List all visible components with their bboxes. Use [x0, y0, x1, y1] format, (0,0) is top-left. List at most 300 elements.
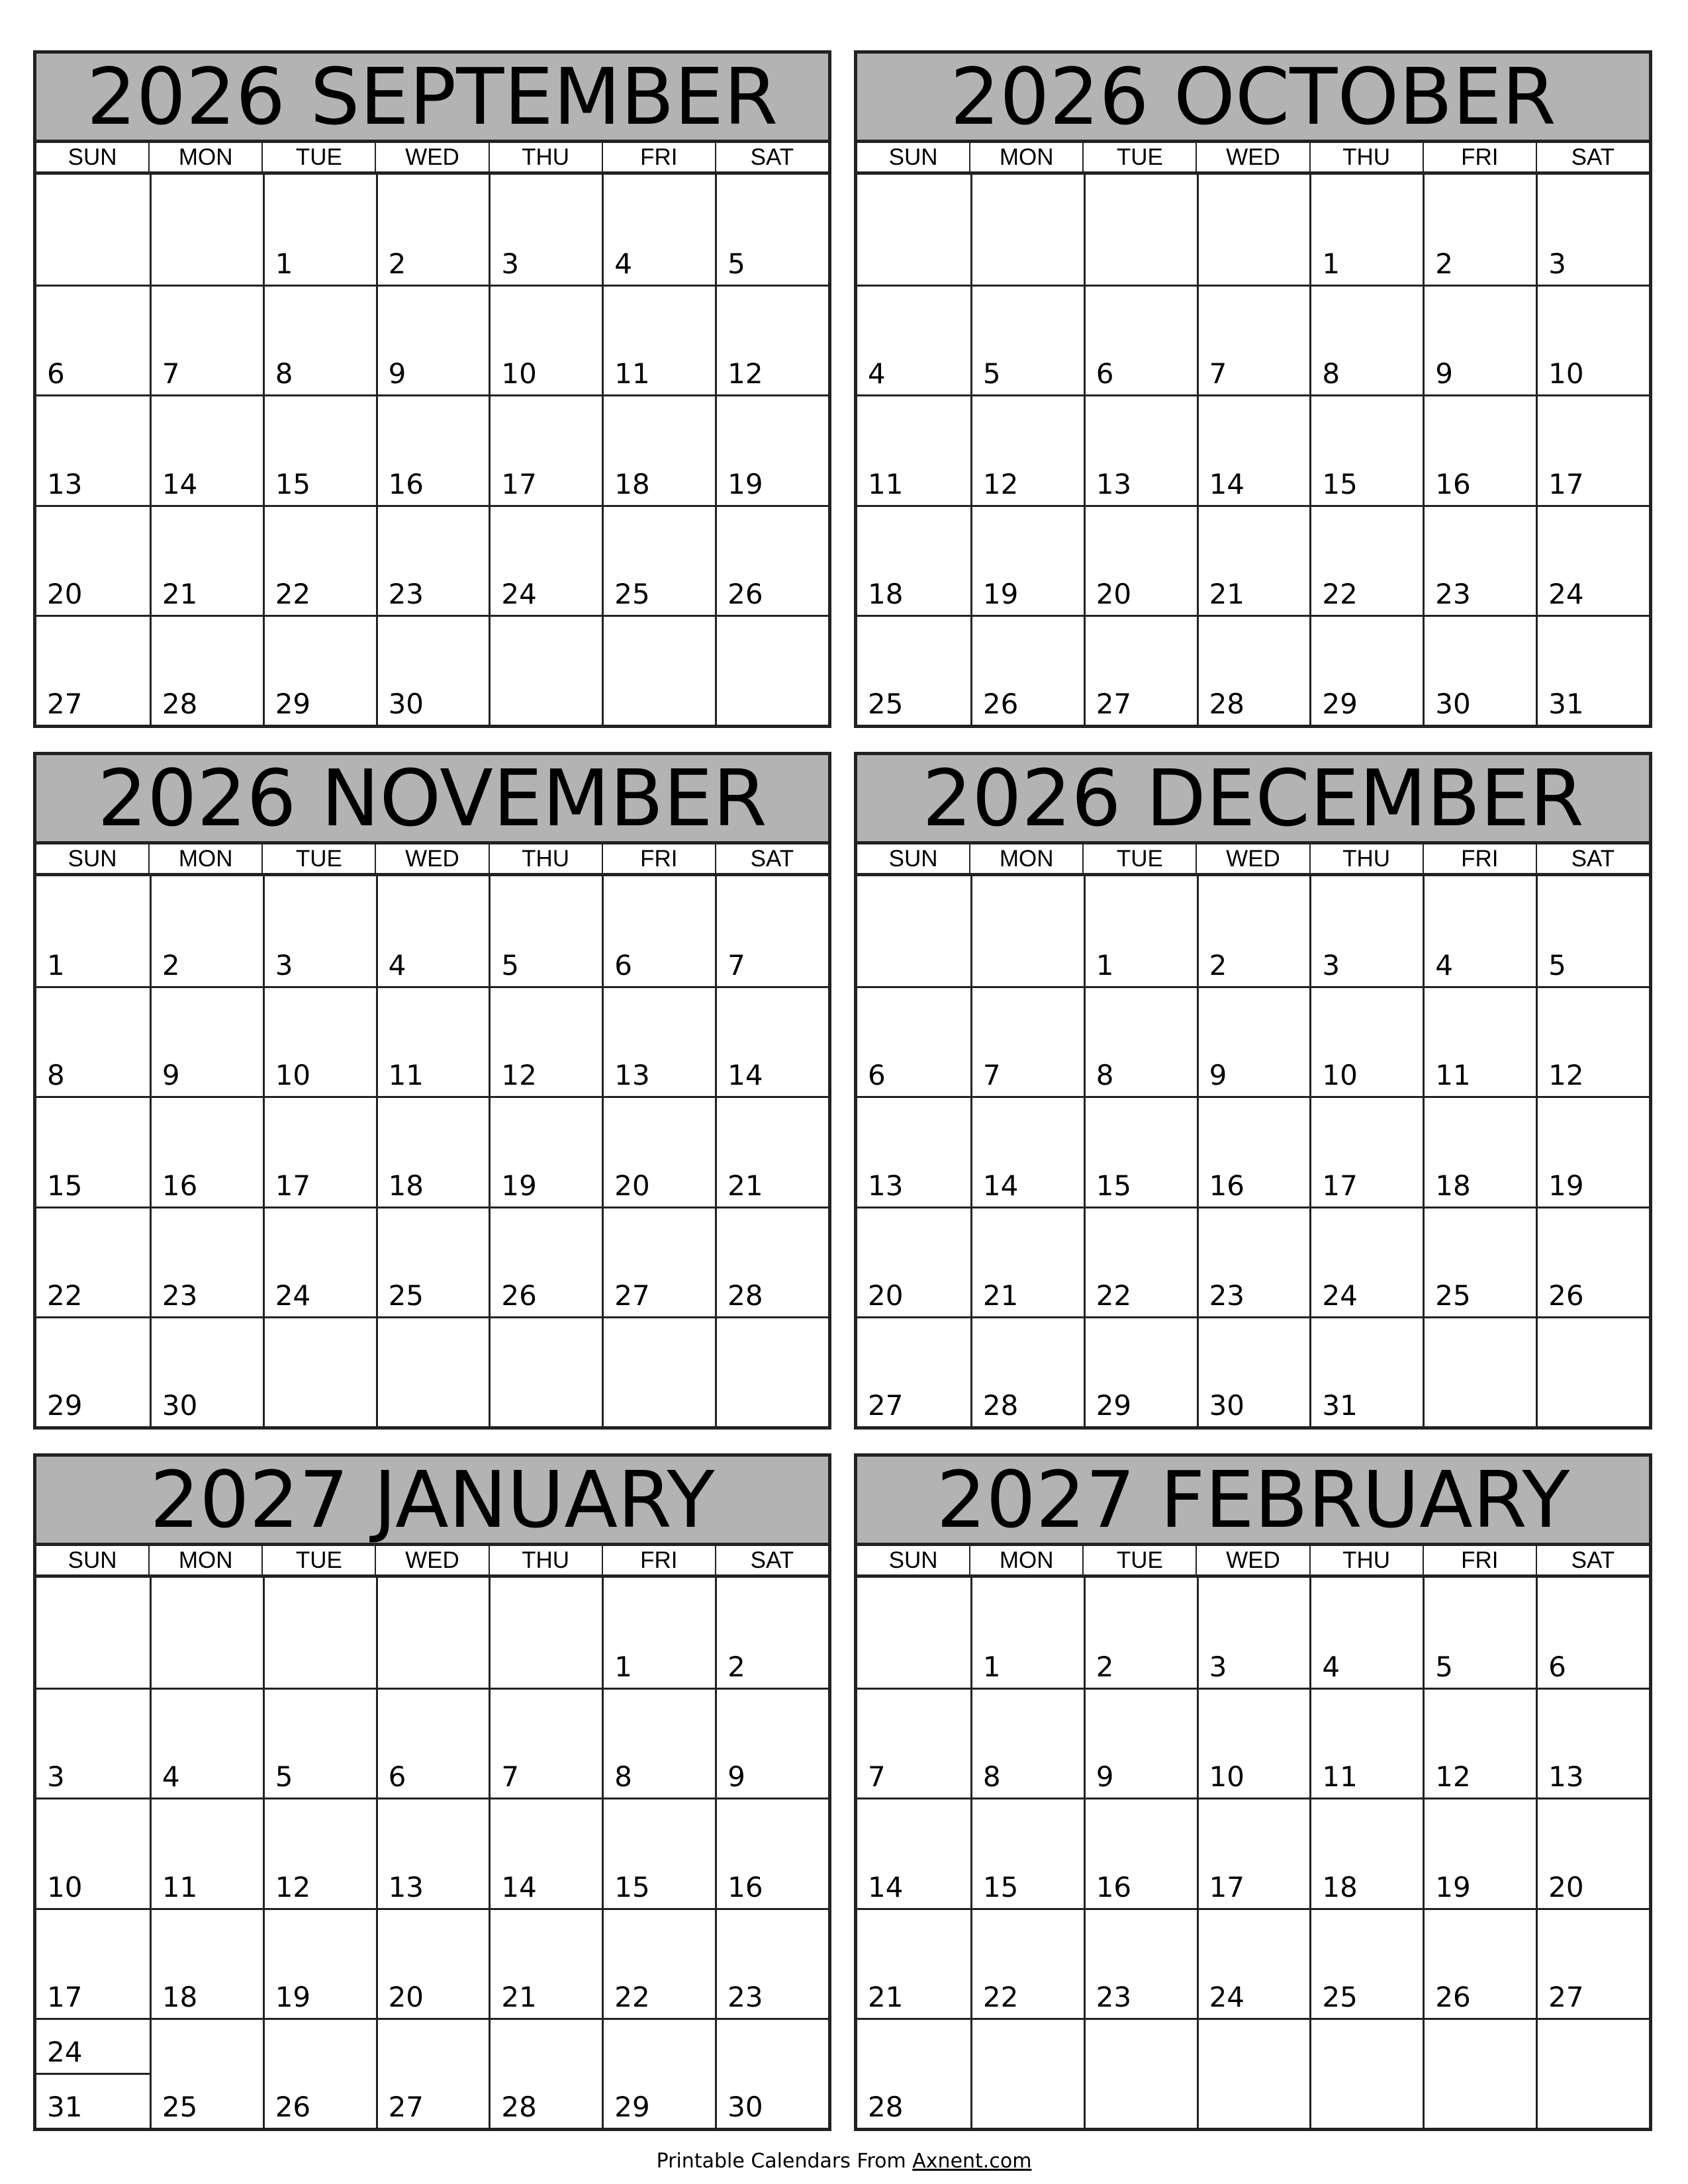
day-number: 15	[1096, 1169, 1132, 1202]
day-number: 21	[162, 577, 198, 610]
day-cell	[36, 1096, 150, 1206]
month-title: 2027 JANUARY	[36, 1457, 828, 1546]
weekday-label: SUN	[68, 845, 117, 872]
day-cell	[263, 2018, 376, 2128]
day-cell	[263, 394, 376, 504]
day-cell	[489, 1578, 602, 1688]
day-number: 19	[727, 467, 763, 500]
day-cell	[489, 1688, 602, 1797]
day-cell	[1536, 2018, 1649, 2128]
footer-text: Printable Calendars From	[656, 2150, 913, 2173]
day-cell	[489, 1096, 602, 1206]
day-number: 18	[868, 577, 904, 610]
day-cell	[857, 1688, 970, 1797]
day-number: 24	[1322, 1279, 1358, 1312]
day-cell	[1084, 175, 1197, 285]
day-number: 15	[614, 1870, 650, 1903]
day-number: 20	[47, 577, 83, 610]
day-number: 10	[501, 357, 537, 390]
day-number: 25	[868, 687, 904, 720]
day-cell	[1197, 876, 1310, 986]
day-number: 15	[47, 1169, 83, 1202]
day-number: 27	[1548, 1980, 1584, 2013]
day-cell	[857, 1578, 970, 1688]
day-cell	[602, 1206, 715, 1316]
day-number: 18	[162, 1980, 198, 2013]
weekday-label: TUE	[261, 143, 375, 171]
day-number: 2	[162, 949, 180, 982]
day-number: 6	[388, 1760, 406, 1794]
day-number: 22	[982, 1980, 1019, 2013]
day-cell	[36, 1316, 150, 1426]
weekday-label: SUN	[888, 845, 938, 872]
day-number: 24	[501, 577, 537, 610]
day-number: 30	[727, 2090, 763, 2123]
day-number: 9	[727, 1760, 745, 1794]
day-cell	[970, 505, 1084, 615]
weekday-label: SAT	[715, 1546, 828, 1574]
day-cell	[1423, 394, 1536, 504]
day-cell	[1423, 1206, 1536, 1316]
day-cell	[263, 986, 376, 1096]
day-number: 18	[614, 467, 650, 500]
day-cell	[1309, 1206, 1423, 1316]
day-number: 27	[47, 687, 83, 720]
day-cell	[970, 1206, 1084, 1316]
day-grid	[857, 1578, 1649, 2128]
day-grid	[857, 175, 1649, 725]
day-cell	[1536, 394, 1649, 504]
day-cell	[376, 175, 489, 285]
day-number: 23	[1209, 1279, 1245, 1312]
weekday-label: MON	[969, 143, 1082, 171]
day-number: 5	[1435, 1651, 1454, 1684]
weekday-label: FRI	[602, 143, 715, 171]
day-cell	[1536, 175, 1649, 285]
weekday-label: MON	[969, 844, 1082, 873]
day-cell	[489, 285, 602, 394]
day-cell	[376, 285, 489, 394]
day-number: 14	[1209, 467, 1245, 500]
day-number: 4	[388, 949, 406, 982]
day-cell	[1423, 1908, 1536, 2018]
day-cell	[1084, 505, 1197, 615]
day-cell	[602, 1688, 715, 1797]
day-number: 13	[1096, 467, 1132, 500]
day-number: 23	[1096, 1980, 1132, 2013]
day-number: 5	[727, 248, 745, 281]
day-cell	[1197, 615, 1310, 725]
day-cell	[1197, 1578, 1310, 1688]
day-number: 3	[47, 1760, 65, 1794]
day-number: 14	[162, 467, 198, 500]
day-number: 7	[162, 357, 180, 390]
day-number: 18	[1435, 1169, 1471, 1202]
day-number: 23	[162, 1279, 198, 1312]
day-number: 31	[47, 2090, 83, 2123]
day-number: 28	[162, 687, 198, 720]
day-grid	[36, 876, 828, 1426]
day-number: 5	[982, 357, 1001, 390]
day-cell	[150, 1688, 263, 1797]
day-number: 7	[727, 949, 745, 982]
day-number: 24	[1548, 577, 1584, 610]
day-number: 17	[275, 1169, 311, 1202]
day-number: 18	[1322, 1870, 1358, 1903]
day-cell	[376, 1688, 489, 1797]
month-title: 2026 OCTOBER	[857, 54, 1649, 143]
day-cell	[715, 1688, 828, 1797]
day-cell	[1197, 394, 1310, 504]
day-cell	[36, 876, 150, 986]
day-grid	[36, 1578, 828, 2128]
day-cell	[602, 285, 715, 394]
month-calendar	[854, 1453, 1652, 2131]
day-number: 30	[1435, 687, 1471, 720]
weekday-label: FRI	[602, 844, 715, 873]
day-number: 27	[614, 1279, 650, 1312]
day-number: 12	[727, 357, 763, 390]
day-number: 24	[1209, 1980, 1245, 2013]
day-cell	[970, 394, 1084, 504]
day-cell	[970, 285, 1084, 394]
day-cell	[489, 394, 602, 504]
day-cell	[36, 1206, 150, 1316]
weekday-label: SAT	[1536, 1546, 1649, 1574]
weekday-label: WED	[375, 143, 488, 171]
day-cell	[1423, 505, 1536, 615]
day-number: 6	[1096, 357, 1114, 390]
day-grid	[36, 175, 828, 725]
day-cell	[36, 2018, 150, 2128]
day-number: 5	[1548, 949, 1566, 982]
day-number: 4	[1322, 1651, 1340, 1684]
day-number: 28	[868, 2090, 904, 2123]
day-number: 11	[868, 467, 904, 500]
weekday-header-row	[857, 844, 1649, 876]
day-cell	[857, 1206, 970, 1316]
day-cell	[1084, 1688, 1197, 1797]
day-cell	[489, 986, 602, 1096]
day-cell	[263, 1316, 376, 1426]
day-number: 27	[388, 2090, 424, 2123]
day-number: 16	[388, 467, 424, 500]
day-cell	[1084, 1096, 1197, 1206]
day-cell	[1309, 1316, 1423, 1426]
weekday-label: FRI	[1423, 844, 1536, 873]
day-cell	[1309, 2018, 1423, 2128]
day-number: 23	[727, 1980, 763, 2013]
day-cell	[970, 1797, 1084, 1907]
day-cell	[1309, 876, 1423, 986]
day-number: 23	[1435, 577, 1471, 610]
day-cell	[857, 1316, 970, 1426]
day-cell	[150, 285, 263, 394]
day-cell	[489, 505, 602, 615]
weekday-label: THU	[489, 1546, 602, 1574]
day-number: 8	[982, 1760, 1001, 1794]
day-number: 19	[982, 577, 1019, 610]
day-number: 2	[1209, 949, 1227, 982]
day-cell	[1084, 1316, 1197, 1426]
day-number: 17	[1322, 1169, 1358, 1202]
weekday-label: WED	[1196, 143, 1309, 171]
day-number: 22	[1096, 1279, 1132, 1312]
month-calendar	[33, 50, 831, 728]
day-cell	[715, 876, 828, 986]
day-number: 24	[275, 1279, 311, 1312]
weekday-header-row	[36, 143, 828, 175]
day-cell	[376, 876, 489, 986]
day-cell	[36, 175, 150, 285]
day-cell	[715, 1316, 828, 1426]
day-number: 1	[614, 1651, 633, 1684]
day-number: 11	[162, 1870, 198, 1903]
weekday-header-row	[36, 844, 828, 876]
month-calendar	[33, 1453, 831, 2131]
day-cell	[263, 876, 376, 986]
day-number: 6	[868, 1059, 886, 1092]
split-divider	[36, 2073, 150, 2075]
day-number: 10	[1548, 357, 1584, 390]
day-number: 14	[982, 1169, 1019, 1202]
day-cell	[602, 1797, 715, 1907]
day-cell	[1423, 2018, 1536, 2128]
day-number: 2	[388, 248, 406, 281]
day-number: 23	[388, 577, 424, 610]
day-cell	[857, 175, 970, 285]
day-cell	[376, 1096, 489, 1206]
day-number: 29	[275, 687, 311, 720]
day-number: 25	[614, 577, 650, 610]
day-cell	[715, 1206, 828, 1316]
day-cell	[376, 1316, 489, 1426]
day-cell	[602, 1096, 715, 1206]
day-number: 26	[1548, 1279, 1584, 1312]
day-number: 22	[47, 1279, 83, 1312]
day-cell	[489, 1797, 602, 1907]
day-cell	[489, 615, 602, 725]
day-cell	[150, 986, 263, 1096]
day-cell	[1084, 394, 1197, 504]
day-number: 17	[47, 1980, 83, 2013]
day-number: 2	[1096, 1651, 1114, 1684]
day-number: 9	[162, 1059, 180, 1092]
day-cell	[1536, 1316, 1649, 1426]
day-number: 9	[1435, 357, 1454, 390]
day-cell	[1084, 986, 1197, 1096]
day-cell	[602, 394, 715, 504]
weekday-label: SUN	[888, 1547, 938, 1573]
day-number: 19	[501, 1169, 537, 1202]
day-number: 5	[275, 1760, 293, 1794]
day-number: 26	[501, 1279, 537, 1312]
weekday-label: MON	[148, 844, 261, 873]
day-number: 7	[982, 1059, 1001, 1092]
day-number: 14	[501, 1870, 537, 1903]
weekday-label: TUE	[1082, 143, 1196, 171]
footer-link[interactable]: Axnent.com	[912, 2150, 1032, 2173]
day-cell	[1084, 876, 1197, 986]
day-cell	[376, 1206, 489, 1316]
day-cell	[150, 876, 263, 986]
day-cell	[36, 986, 150, 1096]
weekday-label: SUN	[68, 1547, 117, 1573]
day-number: 8	[1096, 1059, 1114, 1092]
weekday-label: SUN	[888, 144, 938, 170]
day-cell	[715, 1797, 828, 1907]
day-cell	[36, 1908, 150, 2018]
weekday-label: TUE	[261, 844, 375, 873]
day-number: 21	[982, 1279, 1019, 1312]
day-number: 10	[275, 1059, 311, 1092]
day-number: 16	[1096, 1870, 1132, 1903]
weekday-label: SAT	[715, 844, 828, 873]
day-cell	[1197, 1908, 1310, 2018]
day-cell	[1536, 615, 1649, 725]
day-cell	[857, 1096, 970, 1206]
day-number: 15	[982, 1870, 1019, 1903]
weekday-label: FRI	[602, 1546, 715, 1574]
month-calendar	[33, 752, 831, 1430]
day-cell	[1423, 986, 1536, 1096]
day-number: 31	[1322, 1388, 1358, 1422]
day-number: 16	[162, 1169, 198, 1202]
day-cell	[1197, 285, 1310, 394]
day-cell	[150, 394, 263, 504]
day-cell	[263, 1096, 376, 1206]
day-number: 26	[982, 687, 1019, 720]
day-number: 3	[1548, 248, 1566, 281]
day-number: 6	[1548, 1651, 1566, 1684]
day-number: 21	[501, 1980, 537, 2013]
day-number: 31	[1548, 687, 1584, 720]
day-number: 19	[1435, 1870, 1471, 1903]
day-cell	[715, 285, 828, 394]
day-cell	[1197, 175, 1310, 285]
day-number: 16	[727, 1870, 763, 1903]
day-number: 21	[1209, 577, 1245, 610]
day-cell	[970, 986, 1084, 1096]
day-number: 13	[1548, 1760, 1584, 1794]
day-cell	[1309, 1096, 1423, 1206]
day-cell	[1423, 1797, 1536, 1907]
day-number: 15	[1322, 467, 1358, 500]
day-cell	[602, 876, 715, 986]
day-cell	[36, 1578, 150, 1688]
day-cell	[489, 1316, 602, 1426]
day-number: 14	[727, 1059, 763, 1092]
day-number: 26	[727, 577, 763, 610]
day-cell	[1309, 175, 1423, 285]
day-number: 20	[868, 1279, 904, 1312]
day-cell	[1084, 615, 1197, 725]
day-cell	[1423, 1578, 1536, 1688]
day-cell	[970, 1316, 1084, 1426]
day-cell	[36, 615, 150, 725]
day-cell	[36, 394, 150, 504]
day-cell	[1084, 2018, 1197, 2128]
day-number: 10	[1209, 1760, 1245, 1794]
day-number: 22	[1322, 577, 1358, 610]
day-number: 10	[1322, 1059, 1358, 1092]
day-number: 29	[1322, 687, 1358, 720]
day-cell	[1423, 876, 1536, 986]
day-number: 11	[614, 357, 650, 390]
day-cell	[1536, 1908, 1649, 2018]
day-number: 9	[388, 357, 406, 390]
day-number: 13	[47, 467, 83, 500]
day-cell	[715, 394, 828, 504]
day-number: 4	[868, 357, 886, 390]
day-cell	[715, 615, 828, 725]
day-number: 29	[47, 1388, 83, 1422]
day-cell	[1536, 1096, 1649, 1206]
day-cell	[150, 1908, 263, 2018]
day-cell	[489, 1908, 602, 2018]
footer-credit	[0, 2150, 1688, 2173]
day-number: 7	[868, 1760, 886, 1794]
day-cell	[857, 1797, 970, 1907]
day-cell	[1197, 1688, 1310, 1797]
day-number: 3	[275, 949, 293, 982]
day-cell	[1423, 285, 1536, 394]
weekday-label: TUE	[1082, 1546, 1196, 1574]
day-cell	[1084, 1578, 1197, 1688]
day-cell	[715, 1908, 828, 2018]
day-cell	[376, 1797, 489, 1907]
day-number: 12	[982, 467, 1019, 500]
day-number: 9	[1209, 1059, 1227, 1092]
weekday-label: FRI	[1423, 143, 1536, 171]
day-number: 12	[501, 1059, 537, 1092]
day-cell	[376, 2018, 489, 2128]
month-title: 2026 NOVEMBER	[36, 755, 828, 844]
month-title: 2027 FEBRUARY	[857, 1457, 1649, 1546]
day-number: 20	[1096, 577, 1132, 610]
day-cell	[970, 1096, 1084, 1206]
day-number: 22	[275, 577, 311, 610]
day-cell	[1197, 1096, 1310, 1206]
day-cell	[602, 1578, 715, 1688]
day-number: 28	[982, 1388, 1019, 1422]
day-number: 26	[1435, 1980, 1471, 2013]
month-calendar	[854, 50, 1652, 728]
day-number: 10	[47, 1870, 83, 1903]
day-number: 4	[1435, 949, 1454, 982]
day-number: 28	[1209, 687, 1245, 720]
day-number: 11	[1435, 1059, 1471, 1092]
day-cell	[150, 1096, 263, 1206]
day-cell	[602, 615, 715, 725]
weekday-label: MON	[148, 1546, 261, 1574]
day-cell	[1197, 1316, 1310, 1426]
day-cell	[263, 1578, 376, 1688]
day-cell	[715, 1578, 828, 1688]
day-cell	[150, 1206, 263, 1316]
day-cell	[36, 285, 150, 394]
day-number: 16	[1435, 467, 1471, 500]
weekday-label: SUN	[68, 144, 117, 170]
day-number: 19	[275, 1980, 311, 2013]
day-cell	[1536, 505, 1649, 615]
day-number: 1	[982, 1651, 1001, 1684]
day-cell	[970, 1688, 1084, 1797]
day-number: 8	[275, 357, 293, 390]
weekday-label: MON	[969, 1546, 1082, 1574]
day-cell	[1197, 1797, 1310, 1907]
day-number: 29	[1096, 1388, 1132, 1422]
